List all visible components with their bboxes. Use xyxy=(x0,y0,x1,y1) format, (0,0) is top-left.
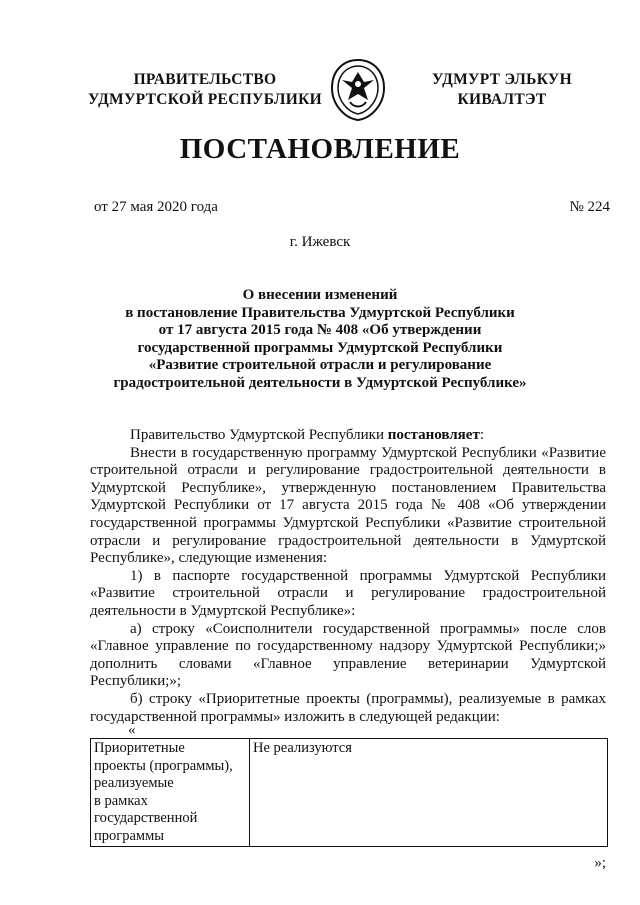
amendment-table xyxy=(90,738,608,847)
document-city: г. Ижевск xyxy=(289,234,351,250)
cell-line: реализуемые xyxy=(94,775,174,791)
header-right-line2: КИВАЛТЭТ xyxy=(457,91,547,108)
document-type: ПОСТАНОВЛЕНИЕ xyxy=(179,133,461,165)
header-right-line1: УДМУРТ ЭЛЬКУН xyxy=(432,71,572,88)
header-left-line2: УДМУРТСКОЙ РЕСПУБЛИКИ xyxy=(87,91,322,108)
paragraph-text: Правительство Удмуртской Республики xyxy=(130,427,388,443)
resolution-verb: постановляет xyxy=(387,427,480,443)
paragraph-4: б) строку «Приоритетные проекты (программы), реализуемые в рамках государственной программы» изложить в следующей редакции: xyxy=(90,690,606,725)
title-line: «Развитие строительной отрасли и регулирование xyxy=(148,357,492,373)
paragraph-2: 1) в паспорте государственной программы Удмуртской Республики «Развитие строительной отрасли и регулирование градостроительной деятельности в Удмуртской Республике»: xyxy=(90,567,606,619)
document-body xyxy=(90,427,606,726)
paragraph-text: : xyxy=(479,427,484,443)
coat-of-arms-icon xyxy=(328,58,388,122)
title-line: градостроительной деятельности в Удмуртской Республике» xyxy=(113,374,527,391)
title-line: государственной программы Удмуртской Республики xyxy=(137,339,503,356)
paragraph-3: а) строку «Соисполнители государственной программы» после слов «Главное управление по государственному надзору Удмуртской Республики;» дополнить словами «Главное управление ветеринарии Удмуртской Республики;»; xyxy=(90,620,606,690)
paragraph-1: Внести в государственную программу Удмуртской Республики «Развитие строительной отрасли и регулирование градостроительной деятельности в Удмуртской Республике», утвержденную постановлением Правительства Удмуртской Республики от 17 августа 2015 года № 408 «Об утверждении государственной программы Удмуртской Республики «Развитие строительной отрасли и регулирование градостроительной деятельности в Удмуртской Республике», следующие изменения: xyxy=(90,444,606,567)
table-cell-value: Не реализуются xyxy=(250,739,608,847)
header-right xyxy=(412,70,592,110)
title-line: в постановление Правительства Удмуртской Республики xyxy=(125,304,515,321)
title-line: от 17 августа 2015 года № 408 «Об утверждении xyxy=(158,322,482,338)
title-line: О внесении изменений xyxy=(242,287,398,303)
document-date: от 27 мая 2020 года xyxy=(94,199,218,215)
cell-line: государственной xyxy=(94,810,198,826)
table-row xyxy=(91,739,608,847)
document-number: № 224 xyxy=(569,199,610,215)
header-left xyxy=(80,70,330,110)
cell-line: Приоритетные xyxy=(94,740,185,756)
cell-line: проекты (программы), xyxy=(94,757,233,774)
cell-line: в рамках xyxy=(94,792,148,809)
table-cell-label xyxy=(91,739,250,847)
document-title xyxy=(40,287,600,392)
paragraph-resolution xyxy=(90,427,606,445)
quote-open: « xyxy=(128,722,136,738)
header-left-line1: ПРАВИТЕЛЬСТВО xyxy=(133,71,277,88)
cell-line: программы xyxy=(94,827,164,844)
quote-close: »; xyxy=(594,855,606,871)
